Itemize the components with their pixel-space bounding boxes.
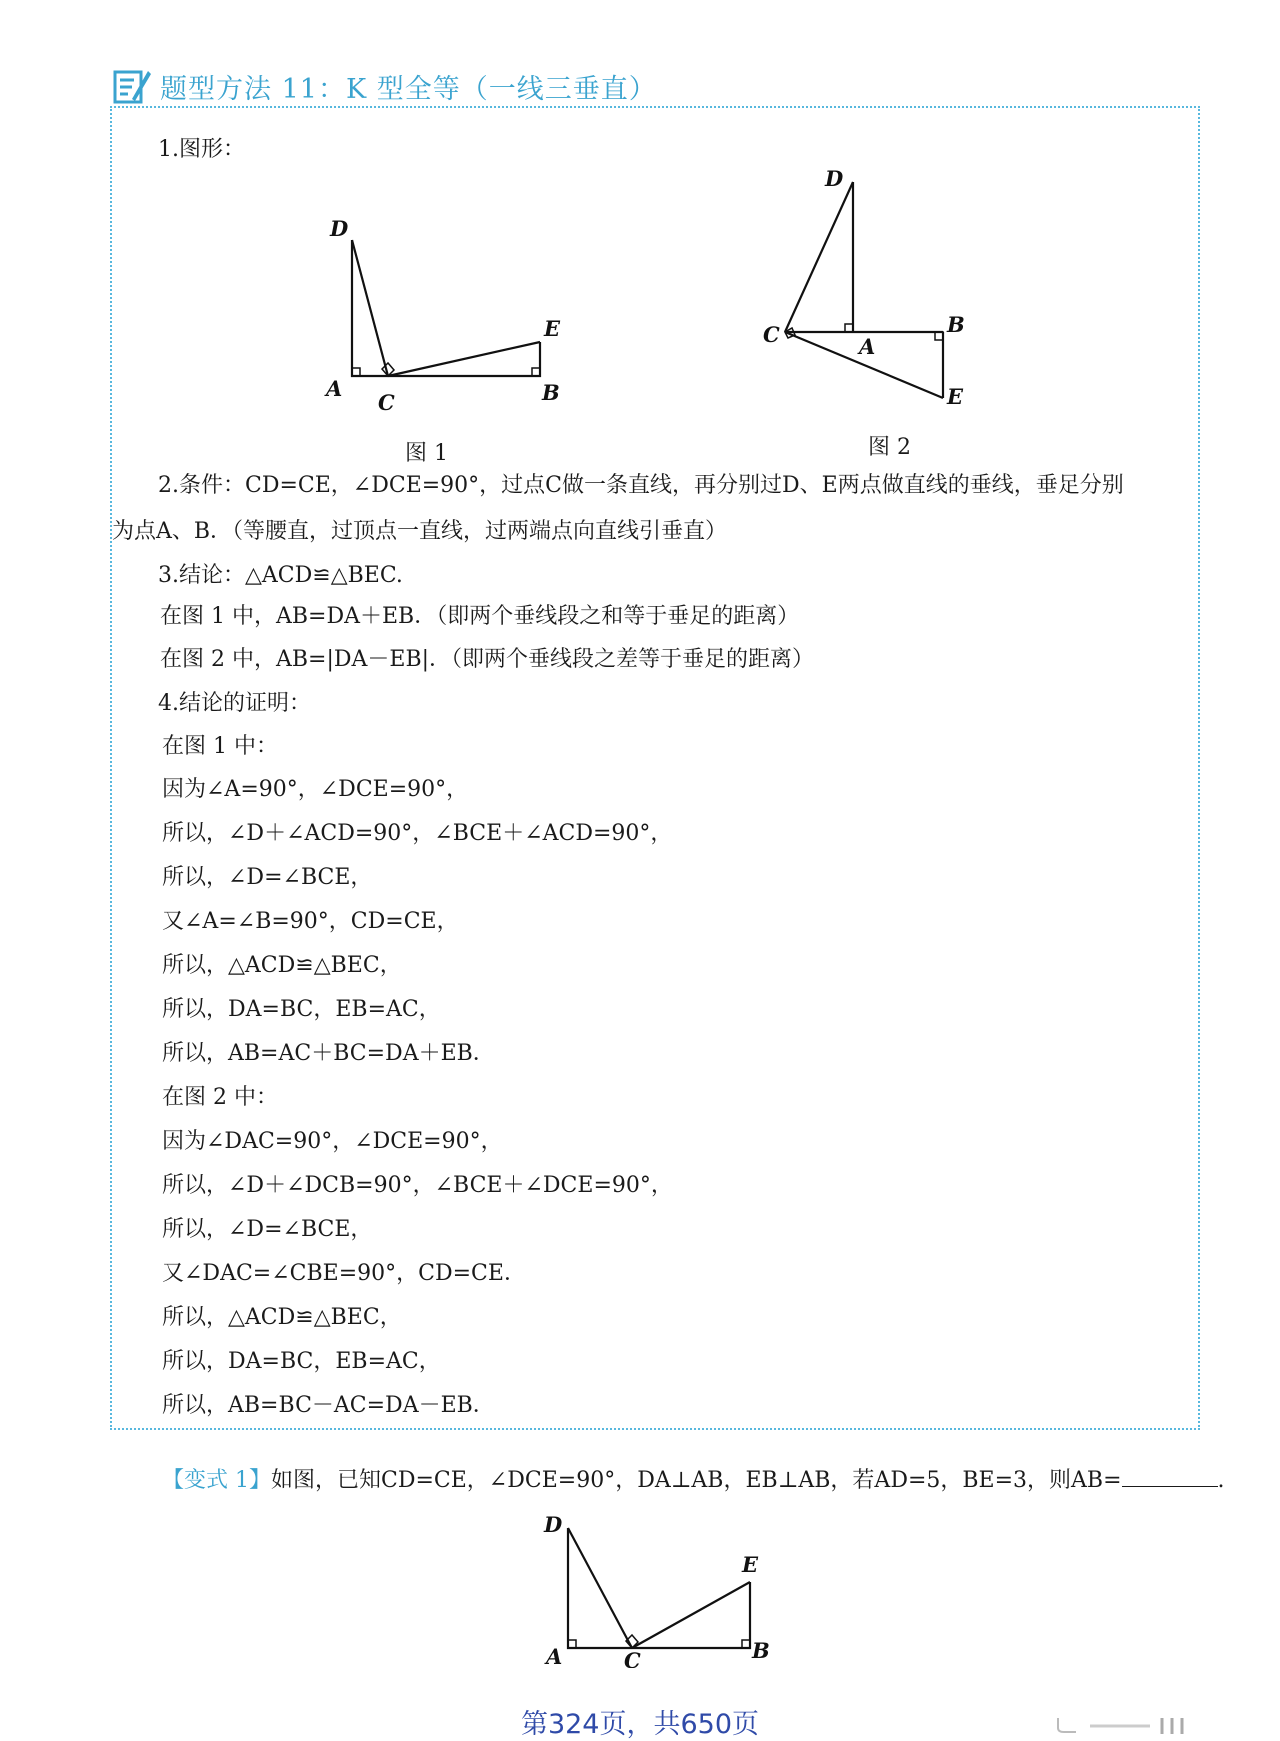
- fig3-label-a: A: [546, 1644, 563, 1668]
- proof-step: 因为∠A=90°，∠DCE=90°，: [162, 777, 469, 802]
- answer-blank[interactable]: [1122, 1466, 1218, 1487]
- fig1-label-e: E: [544, 316, 561, 341]
- fig3-label-c: C: [624, 1648, 641, 1668]
- fig1-label-c: C: [378, 390, 395, 415]
- proof-step: 所以，DA=BC，EB=AC，: [162, 1349, 441, 1374]
- proof-step: 所以，△ACD≌△BEC，: [162, 1305, 402, 1330]
- proof-step: 所以，∠D＋∠ACD=90°，∠BCE＋∠ACD=90°，: [162, 821, 673, 846]
- section1-heading: 1.图形：: [158, 137, 245, 162]
- fig1-label-a: A: [326, 376, 343, 401]
- fig3-label-e: E: [742, 1552, 759, 1577]
- variant-label: 【变式 1】: [162, 1468, 271, 1493]
- variant-text: 如图，已知CD=CE，∠DCE=90°，DA⊥AB，EB⊥AB，若AD=5，BE=3，则AB=: [271, 1468, 1122, 1493]
- conclusion-heading: 3.结论：△ACD≌△BEC.: [158, 563, 403, 588]
- conclusion-fig2: 在图 2 中，AB=|DA－EB|．（即两个垂线段之差等于垂足的距离）: [160, 647, 815, 672]
- proof-fig2-heading: 在图 2 中：: [162, 1085, 278, 1110]
- fig2-label-a: A: [859, 334, 876, 359]
- proof-step: 所以，AB=AC＋BC=DA＋EB．: [162, 1041, 495, 1066]
- proof-step: 所以，DA=BC，EB=AC，: [162, 997, 441, 1022]
- variant-end: .: [1217, 1468, 1225, 1493]
- fig2-label-b: B: [947, 312, 965, 337]
- conclusion-fig1: 在图 1 中，AB=DA＋EB．（即两个垂线段之和等于垂足的距离）: [160, 604, 800, 629]
- proof-heading: 4.结论的证明：: [158, 691, 311, 716]
- proof-step: 所以，AB=BC－AC=DA－EB．: [162, 1393, 495, 1418]
- fig2-label-c: C: [763, 322, 780, 347]
- proof-step: 又∠A=∠B=90°，CD=CE，: [162, 909, 459, 934]
- variant-question: [162, 1466, 1225, 1495]
- figure-3: [530, 1508, 790, 1668]
- fig3-label-d: D: [544, 1512, 563, 1537]
- proof-step: 所以，△ACD≌△BEC，: [162, 953, 402, 978]
- page-title: 题型方法 11：K 型全等（一线三垂直）: [160, 73, 657, 105]
- proof-step: 所以，∠D＋∠DCB=90°，∠BCE＋∠DCE=90°，: [162, 1173, 673, 1198]
- figure-1-caption: 图 1: [405, 441, 448, 466]
- page-number: 第324页，共650页: [520, 1709, 760, 1740]
- condition-line-1: 2.条件：CD=CE，∠DCE=90°，过点C做一条直线，再分别过D、E两点做直线的垂线，垂足分别: [158, 473, 1124, 498]
- page-edge-decoration: [1050, 1716, 1250, 1736]
- proof-step: 所以，∠D=∠BCE，: [162, 1217, 373, 1242]
- fig1-label-d: D: [330, 216, 349, 241]
- edit-note-icon: [112, 66, 152, 106]
- proof-step: 因为∠DAC=90°，∠DCE=90°，: [162, 1129, 503, 1154]
- fig2-label-d: D: [825, 168, 844, 191]
- section-title: [112, 66, 657, 106]
- condition-line-2: 为点A、B．（等腰直，过顶点一直线，过两端点向直线引垂直）: [112, 519, 728, 544]
- figure-2: [755, 168, 985, 408]
- proof-step: 所以，∠D=∠BCE，: [162, 865, 373, 890]
- figure-2-caption: 图 2: [868, 435, 911, 460]
- fig1-label-b: B: [542, 380, 560, 405]
- fig3-label-b: B: [752, 1638, 770, 1663]
- figure-1: [310, 200, 610, 420]
- fig2-label-e: E: [947, 384, 964, 408]
- proof-step: 又∠DAC=∠CBE=90°，CD=CE．: [162, 1261, 526, 1286]
- proof-fig1-heading: 在图 1 中：: [162, 734, 278, 759]
